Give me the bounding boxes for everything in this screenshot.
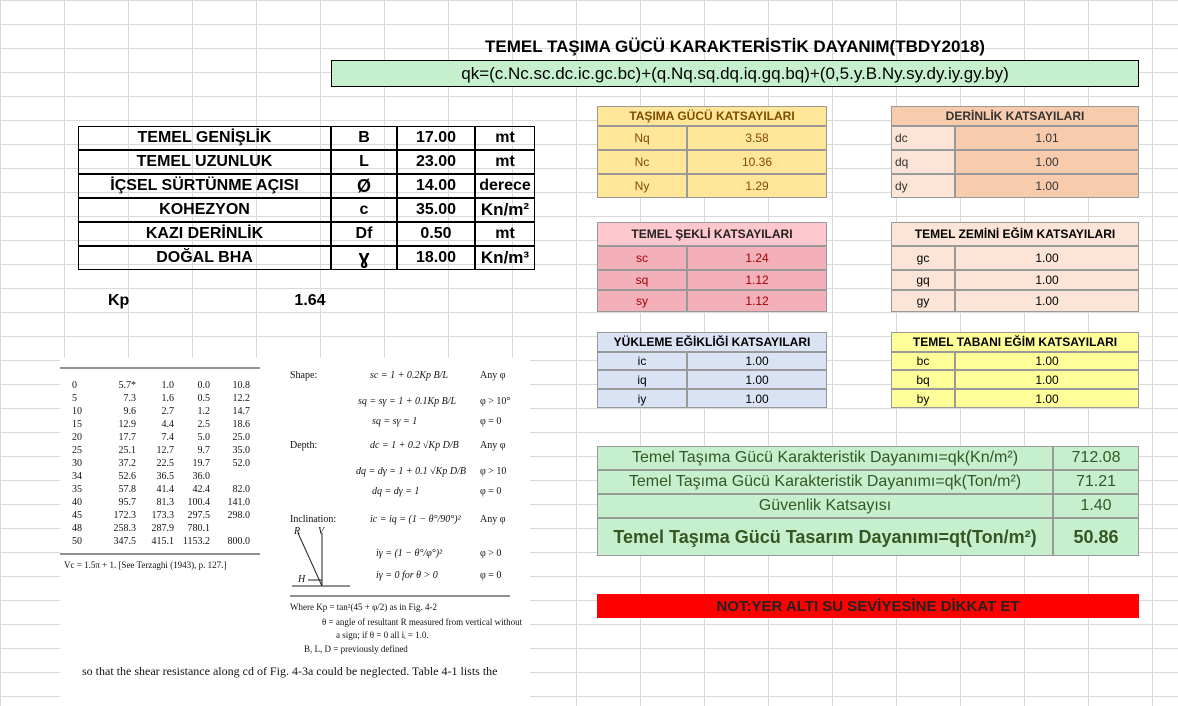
input-unit: mt — [475, 126, 535, 150]
sekil-value[interactable]: 1.24 — [687, 246, 827, 270]
tasima-value[interactable]: 1.29 — [687, 174, 827, 198]
yukleme-value[interactable]: 1.00 — [687, 352, 827, 370]
input-label: KAZI DERİNLİK — [78, 222, 331, 246]
input-label: TEMEL GENİŞLİK — [78, 126, 331, 150]
ref-row: 10 9.6 2.7 1.2 14.7 — [72, 406, 250, 417]
ref-incl-label: Inclination: — [290, 514, 337, 525]
sekil-value[interactable]: 1.12 — [687, 290, 827, 312]
taban-value[interactable]: 1.00 — [955, 352, 1139, 370]
result-value-safety[interactable]: 1.40 — [1053, 494, 1139, 518]
ref-row: 5 7.3 1.6 0.5 12.2 — [72, 393, 250, 404]
taban-key: bc — [891, 352, 955, 370]
input-label: İÇSEL SÜRTÜNME AÇISI — [78, 174, 331, 198]
ref-row: 0 5.7* 1.0 0.0 10.8 — [72, 380, 250, 391]
zemin-value[interactable]: 1.00 — [955, 290, 1139, 312]
yukleme-key: iq — [597, 370, 687, 389]
input-unit: mt — [475, 150, 535, 174]
ref-eq: ic = iq = (1 − θ°/90°)² — [370, 514, 461, 525]
result-label-qt: Temel Taşıma Gücü Tasarım Dayanımı=qt(Ton/m²) — [597, 518, 1053, 556]
result-label-qk-ton: Temel Taşıma Gücü Karakteristik Dayanımı=qk(Ton/m²) — [597, 470, 1053, 494]
derinlik-key: dy — [891, 174, 955, 198]
input-value[interactable]: 14.00 — [397, 174, 475, 198]
result-value-qk-ton[interactable]: 71.21 — [1053, 470, 1139, 494]
warning-note: NOT:YER ALTI SU SEVİYESİNE DİKKAT ET — [597, 594, 1139, 618]
input-symbol: c — [331, 198, 397, 222]
input-value[interactable]: 23.00 — [397, 150, 475, 174]
taban-header: TEMEL TABANI EĞİM KATSAYILARI — [891, 332, 1139, 352]
ref-bottom-text: so that the shear resistance along cd of Fig. 4-3a could be neglected. Table 4-1 lists the — [82, 664, 498, 678]
ref-row: 48 258.3 287.9 780.1 — [72, 523, 210, 534]
ref-where: Where Kp = tan²(45 + φ/2) as in Fig. 4-2 — [290, 602, 438, 612]
ref-cond: Any φ — [480, 440, 506, 451]
derinlik-value[interactable]: 1.01 — [955, 126, 1139, 150]
ref-eq: dq = dγ = 1 — [372, 486, 420, 497]
ref-cond: φ > 0 — [480, 548, 502, 559]
reference-table-image — [60, 358, 530, 706]
sekil-value[interactable]: 1.12 — [687, 270, 827, 290]
ref-row: 45 172.3 173.3 297.5 298.0 — [72, 510, 250, 521]
sekil-key: sc — [597, 246, 687, 270]
input-symbol: Df — [331, 222, 397, 246]
derinlik-key: dc — [891, 126, 955, 150]
ref-eq: sc = 1 + 0.2Kp B/L — [370, 370, 448, 381]
input-symbol: B — [331, 126, 397, 150]
input-value[interactable]: 17.00 — [397, 126, 475, 150]
input-unit: mt — [475, 222, 535, 246]
ref-where: a sign; if θ = 0 all iᵢ = 1.0. — [336, 630, 429, 640]
derinlik-header: DERİNLİK KATSAYILARI — [891, 106, 1139, 126]
yukleme-key: ic — [597, 352, 687, 370]
input-value[interactable]: 18.00 — [397, 246, 475, 270]
ref-cond: Any φ — [480, 514, 506, 525]
sheet-title: TEMEL TAŞIMA GÜCÜ KARAKTERİSTİK DAYANIM(TBDY2018) — [485, 37, 985, 56]
result-label-safety: Güvenlik Katsayısı — [597, 494, 1053, 518]
input-value[interactable]: 0.50 — [397, 222, 475, 246]
tasima-value[interactable]: 3.58 — [687, 126, 827, 150]
ref-cond: φ > 10 — [480, 466, 507, 477]
ref-eq: dq = dγ = 1 + 0.1 √Kp D/B — [356, 466, 466, 477]
ref-row: 15 12.9 4.4 2.5 18.6 — [72, 419, 250, 430]
result-value-qt[interactable]: 50.86 — [1053, 518, 1139, 556]
input-unit: Kn/m³ — [475, 246, 535, 270]
ref-eq: dc = 1 + 0.2 √Kp D/B — [370, 440, 459, 451]
tasima-key: Nq — [597, 126, 687, 150]
tasima-key: Nc — [597, 150, 687, 174]
derinlik-value[interactable]: 1.00 — [955, 174, 1139, 198]
ref-fig-v: V — [318, 526, 325, 537]
ref-footnote: Vc = 1.5π + 1. [See Terzaghi (1943), p. 127.] — [64, 560, 227, 570]
ref-row: 35 57.8 41.4 42.4 82.0 — [72, 484, 250, 495]
input-unit: Kn/m² — [475, 198, 535, 222]
ref-row: 20 17.7 7.4 5.0 25.0 — [72, 432, 250, 443]
kp-label: Kp — [108, 292, 130, 309]
ref-cond: Any φ — [480, 370, 506, 381]
result-value-qk-kn[interactable]: 712.08 — [1053, 446, 1139, 470]
ref-eq: sq = sγ = 1 — [372, 416, 418, 427]
ref-cond: φ = 0 — [480, 416, 502, 427]
input-label: KOHEZYON — [78, 198, 331, 222]
tasima-value[interactable]: 10.36 — [687, 150, 827, 174]
input-symbol: ɣ — [331, 246, 397, 270]
sekil-key: sq — [597, 270, 687, 290]
input-unit: derece — [475, 174, 535, 198]
input-symbol: L — [331, 150, 397, 174]
ref-cond: φ = 0 — [480, 570, 502, 581]
taban-key: bq — [891, 370, 955, 389]
ref-fig-h: H — [298, 574, 306, 585]
input-symbol: Ø — [331, 174, 397, 198]
ref-cond: φ = 0 — [480, 486, 502, 497]
taban-value[interactable]: 1.00 — [955, 370, 1139, 389]
ref-fig-r: R — [294, 526, 301, 537]
ref-shape-label: Shape: — [290, 370, 318, 381]
zemin-key: gq — [891, 270, 955, 290]
yukleme-key: iy — [597, 389, 687, 408]
ref-where: θ = angle of resultant R measured from vertical without — [322, 617, 523, 627]
ref-row: 34 52.6 36.5 36.0 — [72, 471, 210, 482]
ref-eq: iγ = (1 − θ°/φ°)² — [376, 548, 443, 559]
zemin-header: TEMEL ZEMİNİ EĞİM KATSAYILARI — [891, 222, 1139, 246]
yukleme-value[interactable]: 1.00 — [687, 389, 827, 408]
input-label: TEMEL UZUNLUK — [78, 150, 331, 174]
input-value[interactable]: 35.00 — [397, 198, 475, 222]
tasima-key: Ny — [597, 174, 687, 198]
formula-cell[interactable]: qk=(c.Nc.sc.dc.ic.gc.bc)+(q.Nq.sq.dq.iq.gq.bq)+(0,5.y.B.Ny.sy.dy.iy.gy.by) — [331, 60, 1139, 87]
zemin-key: gy — [891, 290, 955, 312]
ref-depth-label: Depth: — [290, 440, 318, 451]
ref-where: B, L, D = previously defined — [304, 644, 408, 654]
sekil-key: sy — [597, 290, 687, 312]
yukleme-header: YÜKLEME EĞİKLİĞİ KATSAYILARI — [597, 332, 827, 352]
ref-row: 50 347.5 415.1 1153.2 800.0 — [72, 536, 250, 547]
zemin-key: gc — [891, 246, 955, 270]
zemin-value[interactable]: 1.00 — [955, 246, 1139, 270]
tasima-header: TAŞIMA GÜCÜ KATSAYILARI — [597, 106, 827, 126]
ref-eq: sq = sγ = 1 + 0.1Kp B/L — [358, 396, 457, 407]
derinlik-key: dq — [891, 150, 955, 174]
ref-eq: iγ = 0 for θ > 0 — [376, 570, 438, 581]
result-label-qk-kn: Temel Taşıma Gücü Karakteristik Dayanımı=qk(Kn/m²) — [597, 446, 1053, 470]
input-label: DOĞAL BHA — [78, 246, 331, 270]
taban-value[interactable]: 1.00 — [955, 389, 1139, 408]
ref-cond: φ > 10° — [480, 396, 511, 407]
ref-row: 25 25.1 12.7 9.7 35.0 — [72, 445, 250, 456]
yukleme-value[interactable]: 1.00 — [687, 370, 827, 389]
ref-row: 30 37.2 22.5 19.7 52.0 — [72, 458, 250, 469]
taban-key: by — [891, 389, 955, 408]
sekil-header: TEMEL ŞEKLİ KATSAYILARI — [597, 222, 827, 246]
ref-row: 40 95.7 81.3 100.4 141.0 — [72, 497, 250, 508]
kp-value[interactable]: 1.64 — [294, 292, 326, 309]
derinlik-value[interactable]: 1.00 — [955, 150, 1139, 174]
zemin-value[interactable]: 1.00 — [955, 270, 1139, 290]
